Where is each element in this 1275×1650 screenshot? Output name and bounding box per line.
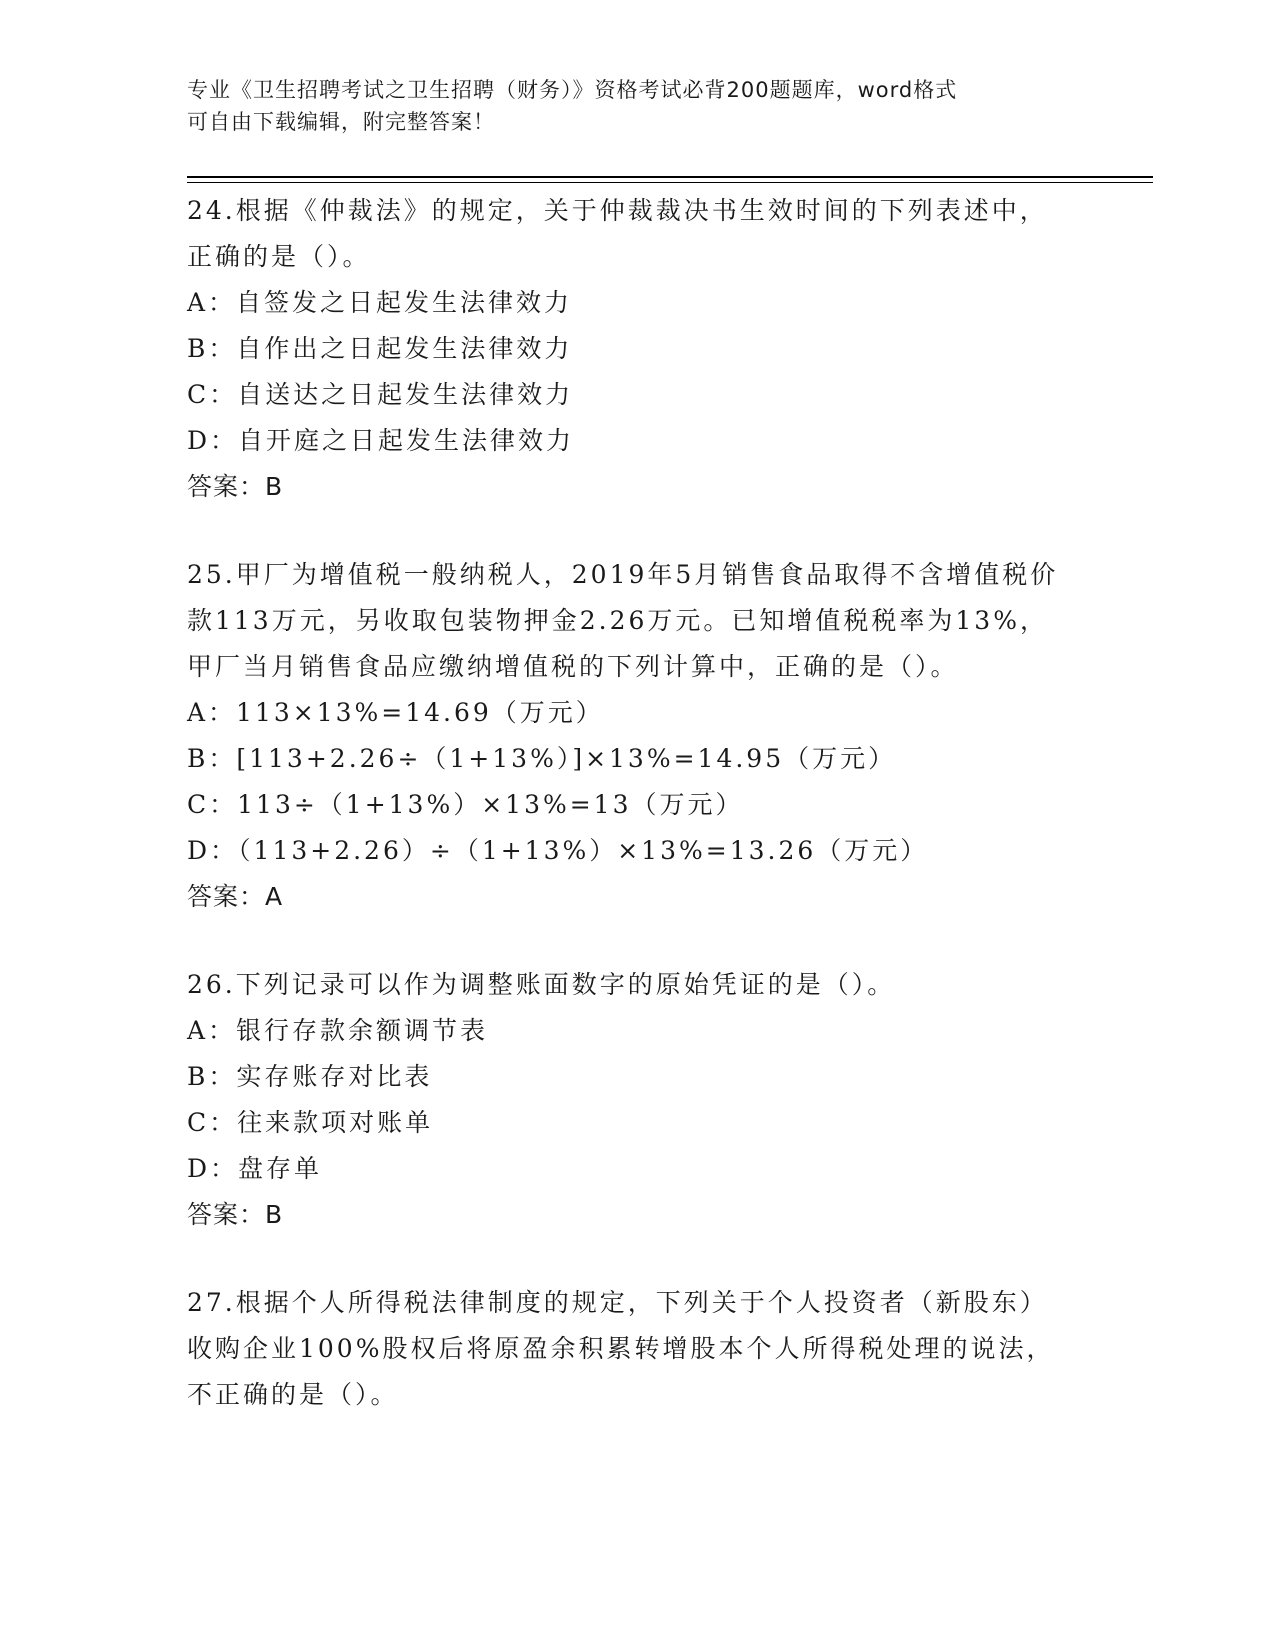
question-24 — [187, 188, 1107, 510]
option-c: C：往来款项对账单 — [187, 1108, 434, 1137]
question-stem-line: 26.下列记录可以作为调整账面数字的原始凭证的是（）。 — [187, 970, 896, 999]
option-d: D：盘存单 — [187, 1154, 323, 1183]
question-stem-line: 25.甲厂为增值税一般纳税人，2019年5月销售食品取得不含增值税价 — [187, 560, 1059, 589]
option-b: B：实存账存对比表 — [187, 1062, 433, 1091]
option-a: A：自签发之日起发生法律效力 — [187, 288, 573, 317]
question-stem-line: 甲厂当月销售食品应缴纳增值税的下列计算中，正确的是（）。 — [187, 652, 959, 681]
question-stem-line: 款113万元，另收取包装物押金2.26万元。已知增值税税率为13%， — [187, 606, 1048, 635]
answer-line: 答案：B — [187, 472, 284, 501]
question-26 — [187, 962, 1107, 1238]
question-stem-line: 收购企业100%股权后将原盈余积累转增股本个人所得税处理的说法， — [187, 1334, 1055, 1363]
question-27 — [187, 1280, 1107, 1418]
option-c: C：自送达之日起发生法律效力 — [187, 380, 574, 409]
header-divider-thick — [187, 176, 1153, 178]
question-stem-line: 正确的是（）。 — [187, 242, 371, 271]
question-list — [187, 188, 1107, 1460]
question-stem-line: 24.根据《仲裁法》的规定，关于仲裁裁决书生效时间的下列表述中， — [187, 196, 1048, 225]
option-a: A：银行存款余额调节表 — [187, 1016, 489, 1045]
option-a: A：113×13%=14.69（万元） — [187, 698, 604, 727]
header-line-2: 可自由下载编辑，附完整答案！ — [187, 110, 495, 134]
header-divider-thin — [187, 182, 1153, 183]
option-b: B：自作出之日起发生法律效力 — [187, 334, 573, 363]
document-header — [187, 74, 1067, 138]
question-25 — [187, 552, 1107, 920]
option-c: C：113÷（1+13%）×13%=13（万元） — [187, 790, 744, 819]
question-stem-line: 27.根据个人所得税法律制度的规定，下列关于个人投资者（新股东） — [187, 1288, 1048, 1317]
answer-line: 答案：B — [187, 1200, 284, 1229]
question-stem-line: 不正确的是（）。 — [187, 1380, 399, 1409]
option-d: D：（113+2.26）÷（1+13%）×13%=13.26（万元） — [187, 836, 929, 865]
option-d: D：自开庭之日起发生法律效力 — [187, 426, 575, 455]
option-b: B：[113+2.26÷（1+13%）]×13%=14.95（万元） — [187, 744, 897, 773]
answer-line: 答案：A — [187, 882, 284, 911]
header-line-1: 专业《卫生招聘考试之卫生招聘（财务）》资格考试必背200题题库，word格式 — [187, 78, 958, 102]
